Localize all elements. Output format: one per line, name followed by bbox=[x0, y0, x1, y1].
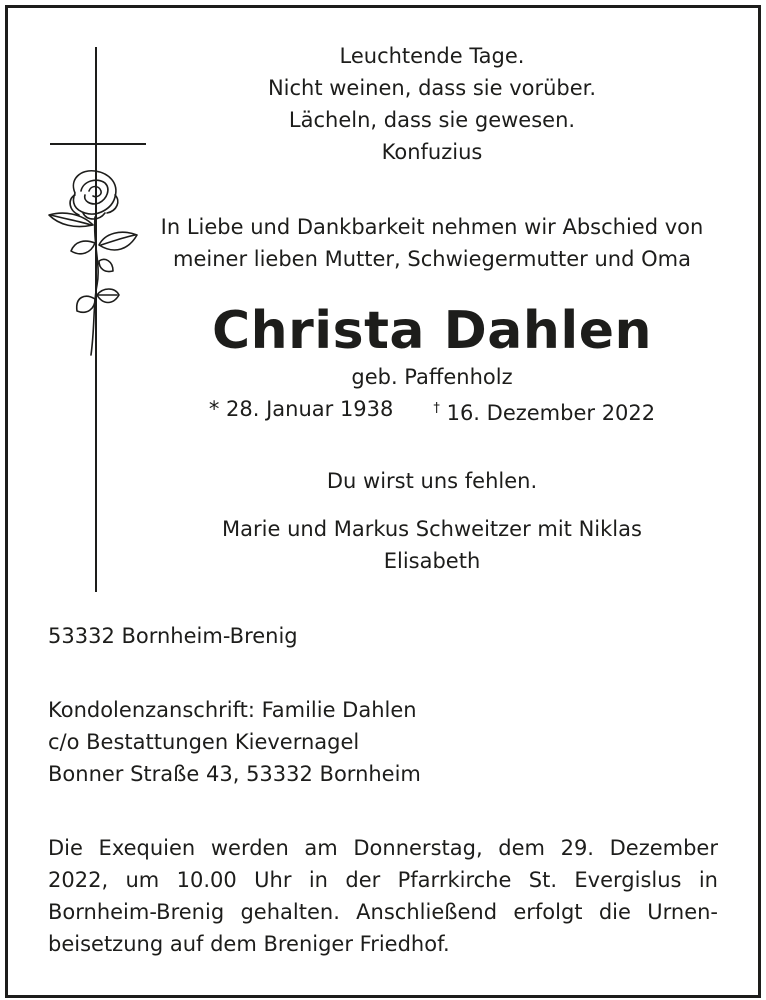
birth-date-group bbox=[209, 393, 394, 429]
deceased-name: Christa Dahlen bbox=[211, 301, 653, 361]
maiden-name: geb. Paffenholz bbox=[351, 365, 513, 389]
mourner-line: Marie und Markus Schweitzer mit Niklas bbox=[222, 517, 642, 541]
intro-block bbox=[140, 211, 724, 275]
condolence-block bbox=[48, 694, 718, 790]
intro-line: meiner lieben Mutter, Schwiegermutter und Oma bbox=[173, 247, 691, 271]
death-date-group bbox=[433, 393, 655, 429]
birth-symbol: * bbox=[208, 397, 220, 421]
service-line: Bornheim-Brenig gehalten. Anschließend erfolgt die Urnen- bbox=[48, 900, 718, 924]
death-symbol: † bbox=[433, 401, 440, 416]
birth-date: 28. Januar 1938 bbox=[226, 397, 394, 421]
location-block bbox=[48, 620, 718, 652]
quote-block bbox=[140, 40, 724, 168]
quote-line: Nicht weinen, dass sie vorüber. bbox=[267, 76, 597, 100]
farewell-text: Du wirst uns fehlen. bbox=[326, 469, 538, 493]
rose-icon bbox=[45, 165, 145, 360]
deceased-name-block bbox=[140, 301, 724, 361]
farewell-block bbox=[140, 465, 724, 497]
death-date: 16. Dezember 2022 bbox=[446, 401, 656, 425]
quote-line: Leuchtende Tage. bbox=[339, 44, 525, 68]
life-dates-block bbox=[140, 361, 724, 429]
cross-horizontal-bar bbox=[50, 143, 146, 145]
life-dates bbox=[140, 393, 724, 429]
mourner-line: Elisabeth bbox=[383, 549, 481, 573]
service-line: beisetzung auf dem Breniger Friedhof. bbox=[48, 932, 450, 956]
service-block bbox=[48, 832, 718, 960]
intro-line: In Liebe und Dankbarkeit nehmen wir Abschied von bbox=[160, 215, 704, 239]
quote-author: Konfuzius bbox=[381, 140, 483, 164]
quote-line: Lächeln, dass sie gewesen. bbox=[288, 108, 576, 132]
condolence-line: c/o Bestattungen Kievernagel bbox=[48, 730, 360, 754]
service-line: Die Exequien werden am Donnerstag, dem 29. Dezember bbox=[48, 836, 718, 860]
location-text: 53332 Bornheim-Brenig bbox=[48, 624, 298, 648]
condolence-line: Bonner Straße 43, 53332 Bornheim bbox=[48, 762, 421, 786]
service-line: 2022, um 10.00 Uhr in der Pfarrkirche St. Evergislus in bbox=[48, 868, 718, 892]
mourners-block bbox=[140, 513, 724, 577]
condolence-line: Kondolenzanschrift: Familie Dahlen bbox=[48, 698, 417, 722]
